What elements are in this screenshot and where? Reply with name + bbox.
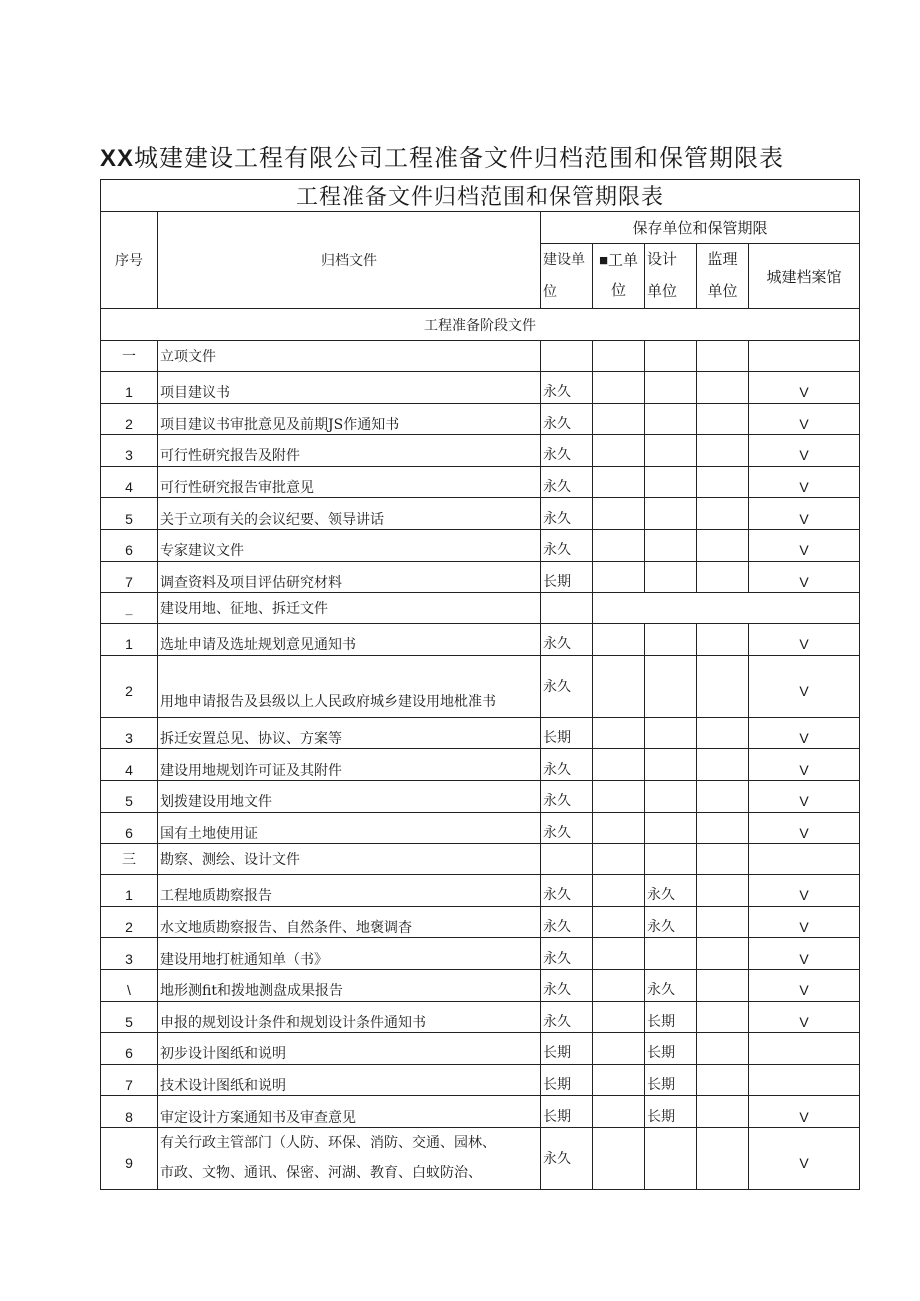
row-supervise-period [697,1064,749,1096]
row-archive-mark: V [749,749,860,781]
row-construct-period [593,561,645,593]
row-design-period: 永久 [645,906,697,938]
row-build-period: 永久 [541,372,593,404]
section-empty-cell [541,593,593,624]
row-build-period: 永久 [541,435,593,467]
row-archive-mark: V [749,969,860,1001]
table-row [101,403,860,435]
row-archive-mark [749,1033,860,1065]
row-construct-period [593,969,645,1001]
table-row [101,1127,860,1189]
row-supervise-period [697,749,749,781]
row-build-period: 永久 [541,466,593,498]
row-supervise-period [697,812,749,844]
row-build-period: 永久 [541,624,593,656]
header-supervise-line2: 单位 [707,283,738,300]
row-supervise-period [697,372,749,404]
table-row [101,1096,860,1128]
row-file-name: 建设用地规划许可证及其附件 [158,749,541,781]
row-supervise-period [697,403,749,435]
row-archive-mark: V [749,1096,860,1128]
header-construct-unit [593,244,645,309]
row-design-period [645,655,697,717]
row-design-period [645,403,697,435]
table-row [101,498,860,530]
table-row [101,875,860,907]
section-title: 勘察、测绘、设计文件 [158,844,541,875]
row-design-period [645,561,697,593]
row-design-period [645,717,697,749]
row-construct-period [593,529,645,561]
row-seq: \ [101,969,158,1001]
row-build-period: 永久 [541,1001,593,1033]
header-seq: 序号 [101,212,158,309]
row-construct-period [593,749,645,781]
header-construct-line2: 位 [610,282,626,299]
row-seq: 2 [101,906,158,938]
row-supervise-period [697,435,749,467]
row-file-name: 建设用地打桩通知单（书》 [158,938,541,970]
section-empty-cell [645,844,697,875]
section-empty-cell [749,341,860,372]
table-row [101,372,860,404]
row-design-period [645,372,697,404]
row-archive-mark: V [749,938,860,970]
row-supervise-period [697,498,749,530]
row-supervise-period [697,938,749,970]
row-seq: 2 [101,655,158,717]
row-design-period: 长期 [645,1096,697,1128]
row-build-period: 永久 [541,938,593,970]
row-supervise-period [697,1001,749,1033]
row-construct-period [593,1064,645,1096]
row-build-period: 长期 [541,1096,593,1128]
section-empty-cell [593,593,860,624]
row-seq: 3 [101,435,158,467]
row-construct-period [593,717,645,749]
section-header-row [101,844,860,875]
table-row [101,561,860,593]
row-archive-mark: V [749,561,860,593]
title-prefix: XX [100,145,135,172]
section-number: 三 [101,844,158,875]
row-file-name-line1: 有关行政主管部门（人防、环保、消防、交通、园林、 [160,1135,496,1152]
row-seq: 3 [101,938,158,970]
row-archive-mark: V [749,435,860,467]
section-empty-cell [593,844,645,875]
row-file-name: 可行性研究报告及附件 [158,435,541,467]
table-row [101,466,860,498]
row-archive-mark: V [749,498,860,530]
row-seq: 9 [101,1127,158,1189]
row-file-name: 国有土地使用证 [158,812,541,844]
row-supervise-period [697,624,749,656]
row-design-period [645,749,697,781]
header-supervise-line1: 监理 [707,251,738,268]
row-construct-period [593,435,645,467]
table-row [101,624,860,656]
table-row [101,780,860,812]
row-archive-mark: V [749,717,860,749]
table-row [101,1033,860,1065]
row-build-period: 永久 [541,906,593,938]
section-title: 建设用地、征地、拆迁文件 [158,593,541,624]
row-archive-mark: V [749,624,860,656]
row-file-name: 划拨建设用地文件 [158,780,541,812]
row-file-name: 地形测fit和拨地测盘成果报告 [158,969,541,1001]
row-build-period: 永久 [541,655,593,717]
title-text: 城建建设工程有限公司工程准备文件归档范围和保管期限表 [134,144,785,172]
section-number: _ [101,593,158,624]
table-row [101,717,860,749]
row-archive-mark: V [749,655,860,717]
row-seq: 1 [101,372,158,404]
row-seq: 5 [101,498,158,530]
row-construct-period [593,466,645,498]
header-design-line2: 单位 [647,283,678,300]
row-build-period: 永久 [541,875,593,907]
row-seq: 5 [101,780,158,812]
row-construct-period [593,655,645,717]
header-build-unit [541,244,593,309]
row-seq: 7 [101,1064,158,1096]
row-file-name: 用地申请报告及县级以上人民政府城乡建设用地枇准书 [158,655,541,717]
row-design-period [645,624,697,656]
row-archive-mark: V [749,372,860,404]
row-construct-period [593,498,645,530]
table-row [101,1064,860,1096]
row-supervise-period [697,717,749,749]
stage-label: 工程准备阶段文件 [101,309,860,341]
table-row [101,435,860,467]
row-file-name: 关于立项有关的会议纪要、领导讲话 [158,498,541,530]
header-construct-line1: ■工单 [598,252,639,269]
row-build-period: 长期 [541,1033,593,1065]
row-construct-period [593,780,645,812]
table-title: 工程准备文件归档范围和保管期限表 [101,180,860,212]
section-empty-cell [697,844,749,875]
header-design-unit [645,244,697,309]
row-construct-period [593,624,645,656]
row-build-period: 永久 [541,969,593,1001]
row-supervise-period [697,655,749,717]
row-seq: 7 [101,561,158,593]
row-archive-mark: V [749,1001,860,1033]
row-build-period: 永久 [541,498,593,530]
row-construct-period [593,906,645,938]
table-row [101,938,860,970]
header-file: 归档文件 [158,212,541,309]
table-row [101,1001,860,1033]
section-empty-cell [593,341,645,372]
row-archive-mark: V [749,1127,860,1189]
row-file-name: 水文地质勘察报告、自然条件、地褒调杳 [158,906,541,938]
row-seq: 1 [101,624,158,656]
row-design-period [645,812,697,844]
table-row [101,655,860,717]
row-design-period: 长期 [645,1001,697,1033]
row-design-period [645,938,697,970]
row-supervise-period [697,1096,749,1128]
archive-table [100,179,860,1190]
row-file-name: 申报的规划设计条件和规划设计条件通知书 [158,1001,541,1033]
header-retention-group: 保存单位和保管期限 [541,212,860,244]
row-file-name: 拆迁安置总见、协议、方案等 [158,717,541,749]
row-file-name: 专家建议文件 [158,529,541,561]
row-design-period: 永久 [645,969,697,1001]
table-row [101,812,860,844]
table-row [101,749,860,781]
row-build-period: 长期 [541,561,593,593]
row-file-name [158,1127,541,1189]
row-file-name: 可行性研究报告审批意见 [158,466,541,498]
row-supervise-period [697,529,749,561]
row-design-period: 永久 [645,875,697,907]
row-build-period: 长期 [541,1064,593,1096]
section-empty-cell [541,844,593,875]
row-design-period: 长期 [645,1033,697,1065]
header-design-line1: 设计 [647,251,678,268]
row-construct-period [593,1127,645,1189]
row-construct-period [593,403,645,435]
row-build-period: 长期 [541,717,593,749]
row-archive-mark [749,1064,860,1096]
table-row [101,529,860,561]
row-construct-period [593,1001,645,1033]
row-file-name-line2: 市政、文物、通讯、保密、河湖、教育、白蚊防治、 [160,1165,482,1182]
row-file-name: 选址申请及选址规划意见通知书 [158,624,541,656]
row-design-period: 长期 [645,1064,697,1096]
row-build-period: 永久 [541,529,593,561]
header-supervise-unit [697,244,749,309]
section-empty-cell [645,341,697,372]
row-archive-mark: V [749,812,860,844]
section-empty-cell [541,341,593,372]
row-archive-mark: V [749,466,860,498]
row-construct-period [593,938,645,970]
row-construct-period [593,875,645,907]
section-header-row [101,593,860,624]
row-design-period [645,1127,697,1189]
row-construct-period [593,1096,645,1128]
row-archive-mark: V [749,906,860,938]
row-file-name: 工程地质勘察报告 [158,875,541,907]
row-archive-mark: V [749,875,860,907]
row-seq: 1 [101,875,158,907]
row-construct-period [593,1033,645,1065]
row-archive-mark: V [749,529,860,561]
row-design-period [645,435,697,467]
row-supervise-period [697,875,749,907]
row-design-period [645,780,697,812]
row-supervise-period [697,969,749,1001]
row-supervise-period [697,1127,749,1189]
row-file-name: 项目建议书审批意见及前期JS作通知书 [158,403,541,435]
row-construct-period [593,372,645,404]
row-seq: 5 [101,1001,158,1033]
row-design-period [645,529,697,561]
section-header-row [101,341,860,372]
row-supervise-period [697,1033,749,1065]
row-design-period [645,466,697,498]
row-build-period: 永久 [541,812,593,844]
row-supervise-period [697,561,749,593]
section-title: 立项文件 [158,341,541,372]
row-file-name: 技术设计图纸和说明 [158,1064,541,1096]
row-build-period: 永久 [541,403,593,435]
row-construct-period [593,812,645,844]
row-archive-mark: V [749,403,860,435]
row-file-name: 调查资料及项目评估研究材料 [158,561,541,593]
row-seq: 4 [101,466,158,498]
section-empty-cell [749,844,860,875]
row-build-period: 永久 [541,1127,593,1189]
row-file-name: 初步设计图纸和说明 [158,1033,541,1065]
header-build-line1: 建设单 [543,252,585,268]
section-empty-cell [697,341,749,372]
row-supervise-period [697,466,749,498]
row-build-period: 永久 [541,749,593,781]
table-row [101,906,860,938]
row-seq: 6 [101,1033,158,1065]
row-seq: 2 [101,403,158,435]
document-title [100,138,860,173]
row-seq: 4 [101,749,158,781]
header-archive: 城建档案馆 [749,244,860,309]
row-seq: 6 [101,812,158,844]
header-build-line2: 位 [543,284,557,300]
row-seq: 3 [101,717,158,749]
row-supervise-period [697,780,749,812]
table-row [101,969,860,1001]
row-supervise-period [697,906,749,938]
row-seq: 6 [101,529,158,561]
section-number: 一 [101,341,158,372]
row-design-period [645,498,697,530]
row-archive-mark: V [749,780,860,812]
row-seq: 8 [101,1096,158,1128]
row-file-name: 审定设计方案通知书及审查意见 [158,1096,541,1128]
row-build-period: 永久 [541,780,593,812]
row-file-name: 项目建议书 [158,372,541,404]
